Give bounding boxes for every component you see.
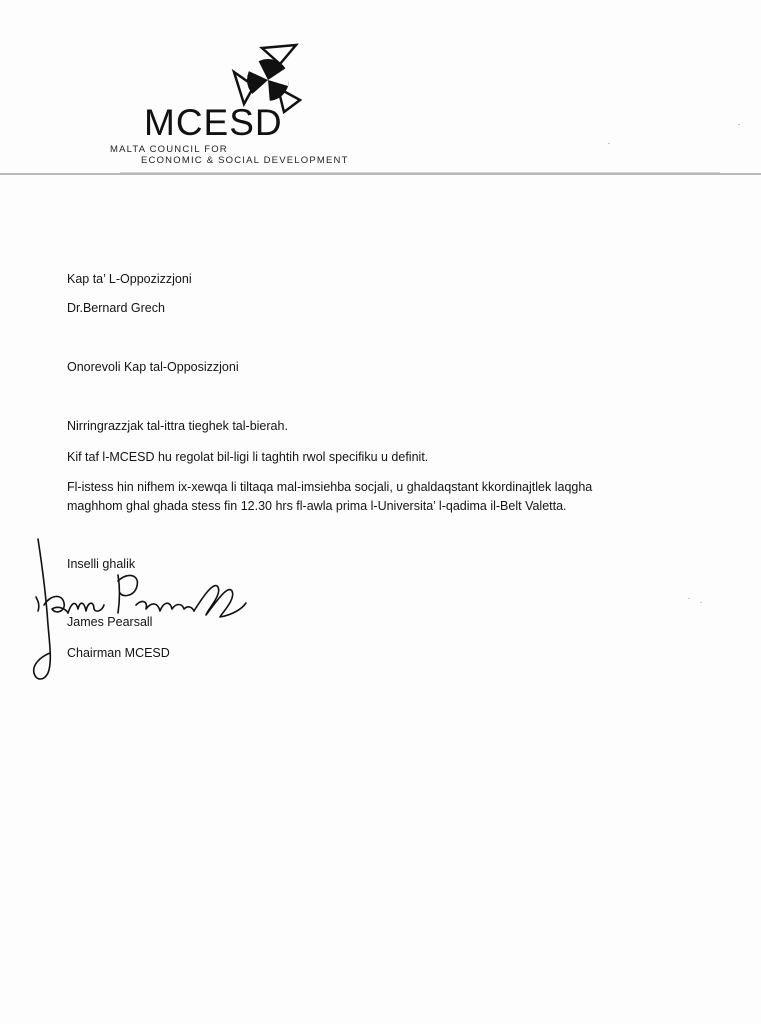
handwritten-signature	[28, 535, 248, 685]
signatory-name: James Pearsall	[67, 615, 153, 629]
body-paragraph-3-line-1: Fl-istess hin nifhem ix-xewqa li tiltaqa mal-imsiehba socjali, u ghaldaqstant kkordinajtlek laqgha	[67, 480, 593, 494]
scan-speck	[738, 124, 740, 125]
logo-wordmark: MCESD	[144, 102, 283, 143]
body-paragraph-2: Kif taf l-MCESD hu regolat bil-ligi li taghtih rwol specifiku u definit.	[67, 450, 429, 464]
scan-speck	[688, 598, 690, 599]
salutation: Onorevoli Kap tal-Opposizzjoni	[67, 360, 239, 374]
signatory-role: Chairman MCESD	[67, 646, 170, 660]
valediction: Inselli ghalik	[67, 557, 136, 571]
scan-speck	[700, 602, 702, 603]
organisation-name-line-1: MALTA COUNCIL FOR	[110, 144, 228, 155]
scan-speck	[608, 143, 610, 144]
recipient-title: Kap ta’ L-Oppozizzjoni	[67, 272, 192, 286]
body-paragraph-1: Nirringrazzjak tal-ittra tieghek tal-bierah.	[67, 419, 288, 433]
body-paragraph-3-line-2: maghhom ghal ghada stess fin 12.30 hrs fl-awla prima l-Universita’ l-qadima il-Belt Valetta.	[67, 499, 567, 513]
organisation-name-line-2: ECONOMIC & SOCIAL DEVELOPMENT	[141, 155, 349, 166]
header-divider	[0, 171, 761, 177]
recipient-name: Dr.Bernard Grech	[67, 301, 165, 315]
